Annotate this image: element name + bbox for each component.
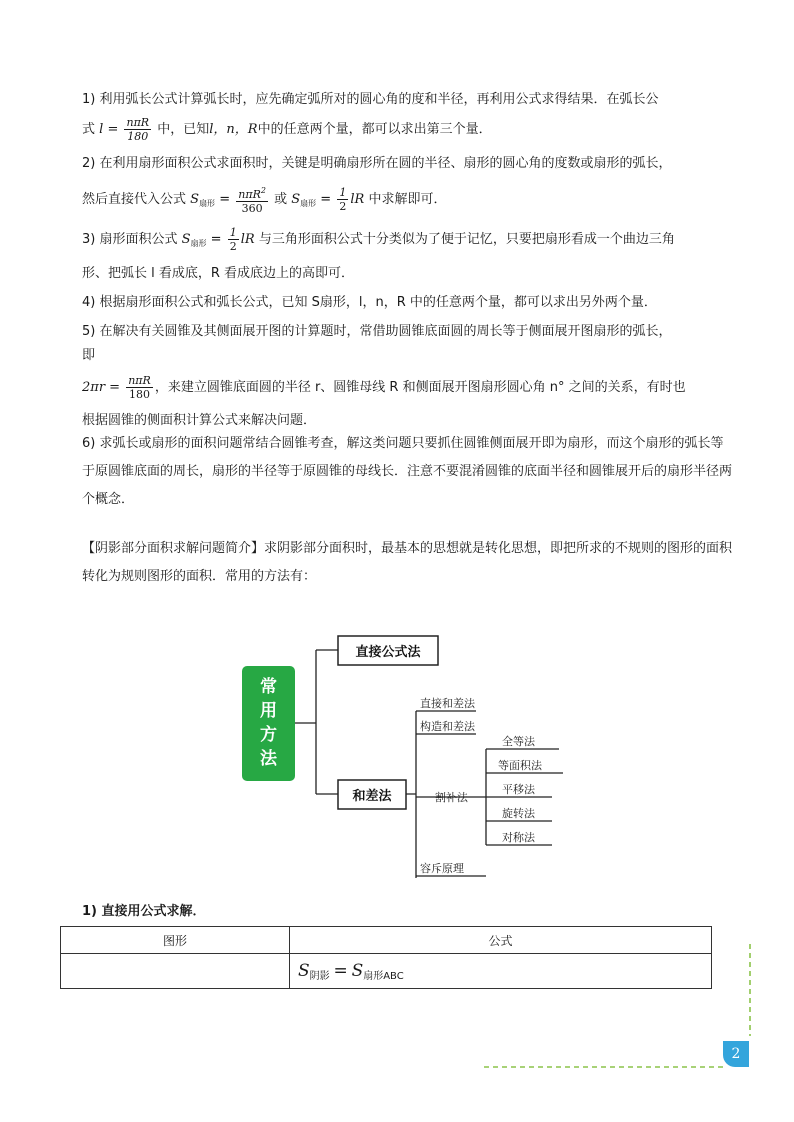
sub-inclusion-exclusion: 容斥原理 <box>420 862 464 875</box>
table-header-figure: 图形 <box>61 927 290 954</box>
sub-direct-diff: 直接和差法 <box>420 697 475 710</box>
point-2-line-1: 2) 在利用扇形面积公式求面积时，关键是明确扇形所在圆的半径、扇形的圆心角的度数或扇形的弧长， <box>82 156 672 171</box>
point-5-line-4: 根据圆锥的侧面积计算公式来解决问题． <box>82 413 317 428</box>
root-char-2: 用 <box>260 701 277 721</box>
shadow-area-intro: 【阴影部分面积求解问题简介】求阴影部分面积时，最基本的思想就是转化思想，即把所求的不规则的图形的面积转化为规则图形的面积．常用的方法有： <box>82 541 733 584</box>
leaf-equal-area: 等面积法 <box>498 759 542 772</box>
point-2-line-2: 然后直接代入公式 $S_{扇形}$ = $\frac{n\pi R^2}{360}$ 或 $S_{扇形}$ = $\frac{1}{2}$ lR 中求解即可． <box>82 186 447 215</box>
point-6: 6) 求弧长或扇形的面积问题常结合圆锥考查，解这类问题只要抓住圆锥侧面展开即为扇形，而这个扇形的弧长等于原圆锥底面的周长，扇形的半径等于原圆锥的母线长．注意不要混淆圆锥的底面半径和圆锥展开后的扇形半径两个概念． <box>82 436 733 507</box>
root-char-1: 常 <box>260 677 277 697</box>
table-cell-figure <box>61 954 290 989</box>
point-5-line-1: 5) 在解决有关圆锥及其侧面展开图的计算题时，常借助圆锥底面圆的周长等于侧面展开图扇形的弧长， <box>82 324 672 339</box>
leaf-congruence: 全等法 <box>502 735 535 748</box>
sum-difference-label: 和差法 <box>352 789 392 804</box>
point-1-line-2: 式 l = $\frac{\text{nπR}}{180}$ 中，已知l，n，R中的任意两个量，都可以求出第三个量． <box>82 116 492 143</box>
section-title: 1) 直接用公式求解． <box>82 904 206 919</box>
sub-cut-fill: 割补法 <box>435 791 468 804</box>
direct-formula-label: 直接公式法 <box>355 645 421 660</box>
leaf-rotation: 旋转法 <box>502 807 535 820</box>
methods-mindmap <box>230 628 580 882</box>
leaf-symmetry: 对称法 <box>502 831 535 844</box>
table-header-formula: 公式 <box>290 927 712 954</box>
root-char-3: 方 <box>260 725 277 745</box>
point-1-line-1: 1) 利用弧长公式计算弧长时，应先确定弧所对的圆心角的度和半径，再利用公式求得结果．在弧长公 <box>82 92 659 107</box>
leaf-translation: 平移法 <box>502 783 535 796</box>
point-3-line-2: 形、把弧长 l 看成底，R 看成底边上的高即可． <box>82 266 355 281</box>
page-corner-decoration <box>480 940 760 1070</box>
point-5-line-2: 即 <box>82 348 96 363</box>
arc-length-formula: l = $\frac{\text{nπR}}{180}$ <box>99 116 150 143</box>
root-char-4: 法 <box>260 749 277 769</box>
table-cell-formula: $S_{阴影} = S_{扇形ABC}$ <box>290 954 712 989</box>
page-number: 2 <box>723 1041 749 1067</box>
point-4: 4) 根据扇形面积公式和弧长公式，已知 S扇形，l，n，R 中的任意两个量，都可以求出另外两个量． <box>82 295 657 310</box>
sub-construct-diff: 构造和差法 <box>420 720 475 733</box>
point-5-line-3: 2πr = $\frac{\text{nπR}}{180}$ ，来建立圆锥底面圆的半径 r、圆锥母线 R 和侧面展开图扇形圆心角 n° 之间的关系，有时也 <box>82 374 686 401</box>
point-3-line-1: 3) 扇形面积公式 $S_{扇形}$ = $\frac{1}{2}$ lR 与三角形面积公式十分类似为了便于记忆，只要把扇形看成一个曲边三角 <box>82 226 675 253</box>
